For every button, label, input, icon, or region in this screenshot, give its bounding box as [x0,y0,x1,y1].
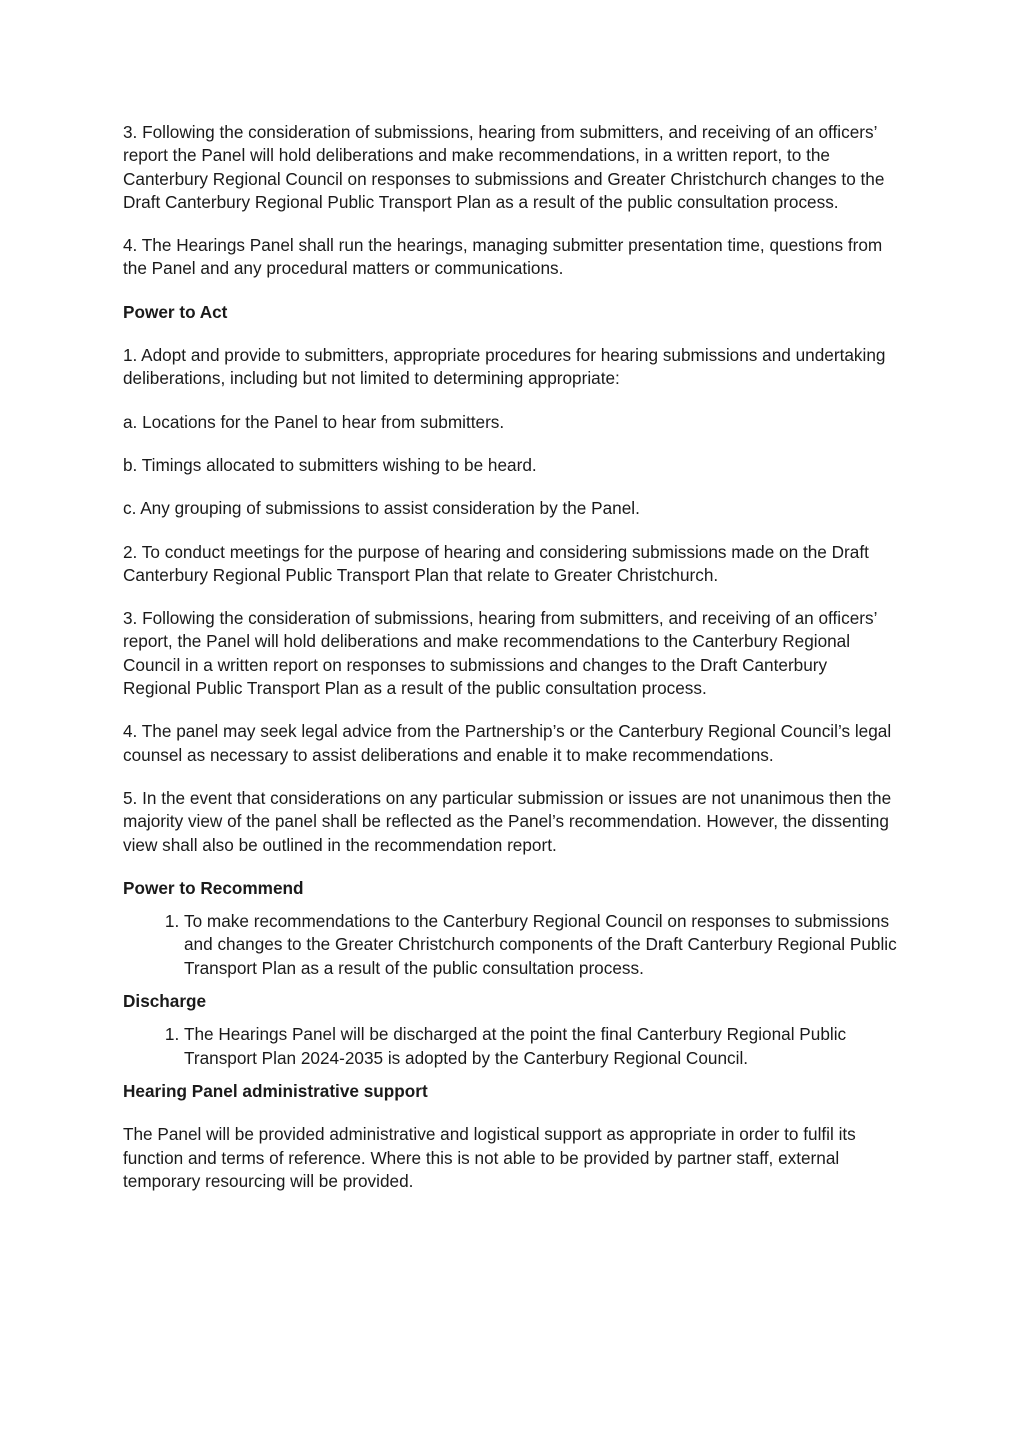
discharge-item: 1. The Hearings Panel will be discharged at the point the final Canterbury Regional Public Transport Plan 2024-2035 is adopted by the Canterbury Regional Council. [184,1023,898,1070]
power-to-act-item-3: 3. Following the consideration of submissions, hearing from submitters, and receiving of an officers’ report, the Panel will hold deliberations and make recommendations to the Canterbury Regional Council in a written report on responses to submissions and changes to the Draft Canterbury Regional Public Transport Plan as a result of the public consultation process. [123,608,877,699]
power-to-act-item-b: b. Timings allocated to submitters wishing to be heard. [123,454,537,475]
power-to-recommend-list [123,910,898,980]
intro-paragraph-4: 4. The Hearings Panel shall run the hearings, managing submitter presentation time, questions from the Panel and any procedural matters or communications. [123,235,883,279]
power-to-act-item-2: 2. To conduct meetings for the purpose of hearing and considering submissions made on the Draft Canterbury Regional Public Transport Plan that relate to Greater Christchurch. [123,541,869,585]
power-to-act-item-c: c. Any grouping of submissions to assist consideration by the Panel. [123,498,640,519]
power-to-act-item-4: 4. The panel may seek legal advice from the Partnership’s or the Canterbury Regional Council’s legal counsel as necessary to assist deliberations and enable it to make recommendations. [123,721,892,765]
power-to-recommend-item: 1. To make recommendations to the Canterbury Regional Council on responses to submissions and changes to the Greater Christchurch components of the Draft Canterbury Regional Public Transport Plan as a result of the public consultation process. [184,910,898,980]
power-to-act-heading: Power to Act [123,301,228,322]
admin-support-heading: Hearing Panel administrative support [123,1080,428,1101]
discharge-list [123,1023,898,1070]
admin-support-paragraph: The Panel will be provided administrative and logistical support as appropriate in order to fulfil its function and terms of reference. Where this is not able to be provided by partner staff, external temporary resourcing will be provided. [123,1124,856,1191]
document-page [123,121,898,1213]
power-to-act-item-5: 5. In the event that considerations on any particular submission or issues are not unanimous then the majority view of the panel shall be reflected as the Panel’s recommendation. However, the dissenting view shall also be outlined in the recommendation report. [123,787,892,855]
power-to-recommend-heading: Power to Recommend [123,877,304,898]
discharge-heading: Discharge [123,991,207,1012]
power-to-act-item-a: a. Locations for the Panel to hear from submitters. [123,411,505,432]
intro-paragraph-3: 3. Following the consideration of submissions, hearing from submitters, and receiving of an officers’ report the Panel will hold deliberations and make recommendations, in a written report, to the Canterbury Regional Council on responses to submissions and Greater Christchurch changes to the Draft Canterbury Regional Public Transport Plan as a result of the public consultation process. [123,122,885,212]
power-to-act-item-1: 1. Adopt and provide to submitters, appropriate procedures for hearing submissions and undertaking deliberations, including but not limited to determining appropriate: [123,345,886,389]
